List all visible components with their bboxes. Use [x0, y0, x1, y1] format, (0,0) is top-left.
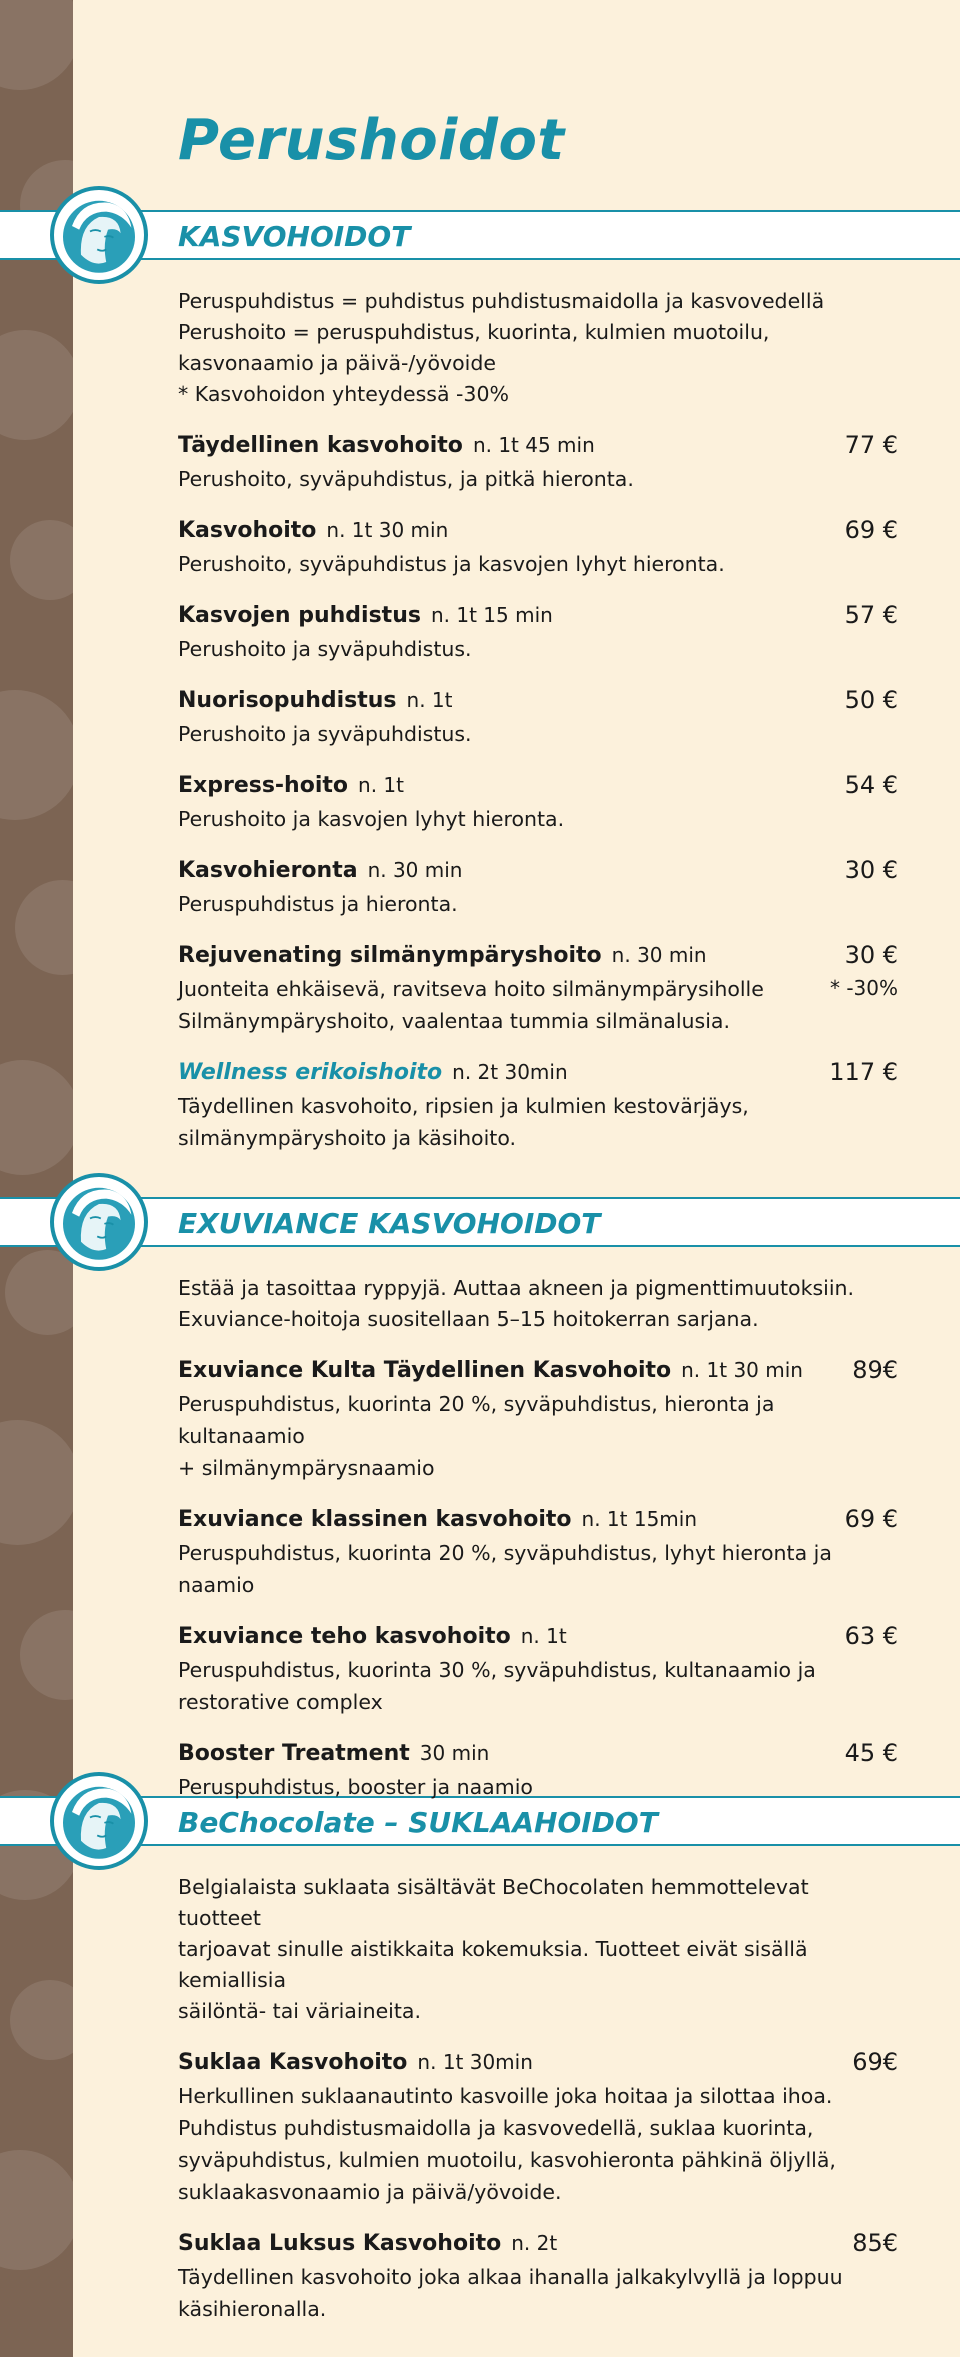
treatment-item: [178, 1055, 898, 1154]
section-intro: [178, 1273, 898, 1335]
treatment-description: [178, 2080, 898, 2208]
treatment-name: Exuviance klassinen kasvohoito: [178, 1507, 572, 1532]
treatment-duration: n. 1t 30 min: [681, 1358, 803, 1382]
description-line: restorative complex: [178, 1690, 383, 1714]
section-title: BeChocolate – SUKLAAHOIDOT: [178, 1806, 658, 1839]
treatment-item: [178, 2045, 898, 2208]
treatment-heading: [178, 853, 898, 888]
treatment-item: [178, 683, 898, 750]
description-line: suklaakasvonaamio ja päivä/yövoide.: [178, 2180, 562, 2204]
description-line: Peruspuhdistus, kuorinta 30 %, syväpuhdistus, kultanaamio ja: [178, 1658, 816, 1682]
description-line: Perushoito ja syväpuhdistus.: [178, 637, 472, 661]
treatment-name: Booster Treatment: [178, 1741, 410, 1766]
description-line: Peruspuhdistus, kuorinta 20 %, syväpuhdistus, lyhyt hieronta ja naamio: [178, 1541, 832, 1597]
treatment-duration: n. 1t 45 min: [472, 433, 595, 457]
treatment-description: [178, 803, 898, 835]
treatment-item: [178, 1353, 898, 1484]
intro-line: kasvonaamio ja päivä-/yövoide: [178, 351, 496, 375]
treatment-description: [178, 1090, 898, 1154]
treatment-name: Rejuvenating silmänympäryshoito: [178, 943, 602, 968]
page-title: Perushoidot: [178, 108, 565, 173]
treatment-price: 85€: [852, 2229, 898, 2257]
treatment-name: Exuviance Kulta Täydellinen Kasvohoito: [178, 1358, 672, 1383]
treatment-name: Exuviance teho kasvohoito: [178, 1624, 511, 1649]
treatment-price: 117 €: [829, 1058, 898, 1086]
treatment-heading: [178, 1736, 898, 1771]
description-line: Perushoito ja kasvojen lyhyt hieronta.: [178, 807, 565, 831]
treatment-description: [178, 548, 898, 580]
decorative-side-strip: [0, 0, 73, 2357]
section-bechocolate: [178, 1872, 898, 2325]
treatment-heading: [178, 938, 898, 973]
treatment-name: Kasvohieronta: [178, 858, 358, 883]
treatment-duration: n. 1t 15 min: [430, 603, 553, 627]
intro-line: Perushoito = peruspuhdistus, kuorinta, kulmien muotoilu,: [178, 320, 770, 344]
treatment-heading: [178, 683, 898, 718]
treatment-price: 30 €: [844, 856, 898, 884]
description-line: käsihieronalla.: [178, 2297, 327, 2321]
treatment-price: 69 €: [844, 516, 898, 544]
treatment-name: Express-hoito: [178, 773, 349, 798]
treatment-heading: [178, 1502, 898, 1537]
treatment-heading: [178, 2045, 898, 2080]
treatment-heading: [178, 513, 898, 548]
treatment-heading: [178, 768, 898, 803]
treatment-description: [178, 2261, 898, 2325]
treatment-item: [178, 2226, 898, 2325]
treatment-name: Kasvohoito: [178, 518, 317, 543]
treatment-price: 77 €: [844, 431, 898, 459]
treatment-name: Nuorisopuhdistus: [178, 688, 397, 713]
description-line: Täydellinen kasvohoito joka alkaa ihanalla jalkakylvyllä ja loppuu: [178, 2265, 843, 2289]
treatment-duration: n. 1t 15min: [581, 1507, 698, 1531]
description-line: Herkullinen suklaanautinto kasvoille joka hoitaa ja silottaa ihoa.: [178, 2084, 833, 2108]
description-line: Perushoito, syväpuhdistus, ja pitkä hieronta.: [178, 467, 634, 491]
treatment-duration: n. 1t 30 min: [326, 518, 449, 542]
treatment-price: 63 €: [844, 1622, 898, 1650]
treatment-item: [178, 1502, 898, 1601]
treatment-description: [178, 1388, 898, 1484]
treatment-description: [178, 888, 898, 920]
intro-line: Peruspuhdistus = puhdistus puhdistusmaidolla ja kasvovedellä: [178, 289, 825, 313]
treatment-item: [178, 768, 898, 835]
treatment-heading: [178, 2226, 898, 2261]
treatment-item: [178, 598, 898, 665]
description-line: Täydellinen kasvohoito, ripsien ja kulmien kestovärjäys,: [178, 1094, 749, 1118]
treatment-item: [178, 428, 898, 495]
treatment-duration: n. 2t: [511, 2231, 558, 2255]
treatment-description: [178, 1537, 898, 1601]
treatment-name: Täydellinen kasvohoito: [178, 433, 463, 458]
treatment-duration: n. 30 min: [367, 858, 463, 882]
intro-line: * Kasvohoidon yhteydessä -30%: [178, 382, 509, 406]
treatment-heading: [178, 1353, 898, 1388]
treatment-item: [178, 1619, 898, 1718]
discount-note: * -30%: [829, 976, 898, 1000]
section-title: KASVOHOIDOT: [178, 220, 411, 253]
description-line: Silmänympäryshoito, vaalentaa tummia silmänalusia.: [178, 1009, 730, 1033]
treatment-name: Kasvojen puhdistus: [178, 603, 421, 628]
treatment-item: [178, 1736, 898, 1803]
description-line: Juonteita ehkäisevä, ravitseva hoito silmänympärysiholle: [178, 977, 764, 1001]
section-exuviance: [178, 1273, 898, 1803]
treatment-description: [178, 973, 898, 1037]
section-intro: [178, 286, 898, 410]
treatment-duration: n. 1t 30min: [417, 2050, 533, 2074]
treatment-duration: n. 1t: [520, 1624, 567, 1648]
treatment-price: 69€: [852, 2048, 898, 2076]
description-line: Peruspuhdistus ja hieronta.: [178, 892, 458, 916]
treatment-duration: n. 2t 30min: [452, 1060, 568, 1084]
treatment-description: [178, 1654, 898, 1718]
treatment-price: 57 €: [844, 601, 898, 629]
description-line: syväpuhdistus, kulmien muotoilu, kasvohieronta pähkinä öljyllä,: [178, 2148, 836, 2172]
treatment-duration: 30 min: [419, 1741, 490, 1765]
treatment-name: Suklaa Kasvohoito: [178, 2050, 408, 2075]
treatment-item: [178, 938, 898, 1037]
treatment-price: 30 €: [844, 941, 898, 969]
intro-line: tarjoavat sinulle aistikkaita kokemuksia. Tuotteet eivät sisällä kemiallisia: [178, 1937, 808, 1992]
face-icon: [50, 1173, 148, 1271]
treatment-duration: n. 1t: [358, 773, 404, 797]
treatment-description: [178, 463, 898, 495]
description-line: Perushoito ja syväpuhdistus.: [178, 722, 472, 746]
treatment-price: 45 €: [844, 1739, 898, 1767]
treatment-heading: [178, 428, 898, 463]
intro-line: Belgialaista suklaata sisältävät BeChocolaten hemmottelevat tuotteet: [178, 1875, 809, 1930]
intro-line: Exuviance-hoitoja suositellaan 5–15 hoitokerran sarjana.: [178, 1307, 759, 1331]
treatment-heading: [178, 598, 898, 633]
treatment-item: [178, 853, 898, 920]
description-line: silmänympäryshoito ja käsihoito.: [178, 1126, 517, 1150]
treatment-description: [178, 718, 898, 750]
treatment-description: [178, 633, 898, 665]
treatment-duration: n. 30 min: [611, 943, 707, 967]
treatment-price: 50 €: [844, 686, 898, 714]
treatment-price: 89€: [852, 1356, 898, 1384]
treatment-item: [178, 513, 898, 580]
description-line: Perushoito, syväpuhdistus ja kasvojen lyhyt hieronta.: [178, 552, 725, 576]
section-kasvohoidot: [178, 286, 898, 1154]
treatment-name: Wellness erikoishoito: [178, 1060, 443, 1085]
intro-line: Estää ja tasoittaa ryppyjä. Auttaa akneen ja pigmenttimuutoksiin.: [178, 1276, 855, 1300]
description-line: + silmänympärysnaamio: [178, 1456, 435, 1480]
face-icon: [50, 1772, 148, 1870]
treatment-price: 69 €: [844, 1505, 898, 1533]
treatment-description: [178, 1771, 898, 1803]
intro-line: säilöntä- tai väriaineita.: [178, 1999, 421, 2023]
treatment-duration: n. 1t: [406, 688, 453, 712]
description-line: Peruspuhdistus, booster ja naamio: [178, 1775, 533, 1799]
description-line: Puhdistus puhdistusmaidolla ja kasvovedellä, suklaa kuorinta,: [178, 2116, 814, 2140]
treatment-name: Suklaa Luksus Kasvohoito: [178, 2231, 502, 2256]
section-intro: [178, 1872, 898, 2027]
face-icon: [50, 186, 148, 284]
description-line: Peruspuhdistus, kuorinta 20 %, syväpuhdistus, hieronta ja kultanaamio: [178, 1392, 775, 1448]
treatment-heading: [178, 1619, 898, 1654]
treatment-price: 54 €: [844, 771, 898, 799]
section-title: EXUVIANCE KASVOHOIDOT: [178, 1207, 601, 1240]
treatment-heading: [178, 1055, 898, 1090]
